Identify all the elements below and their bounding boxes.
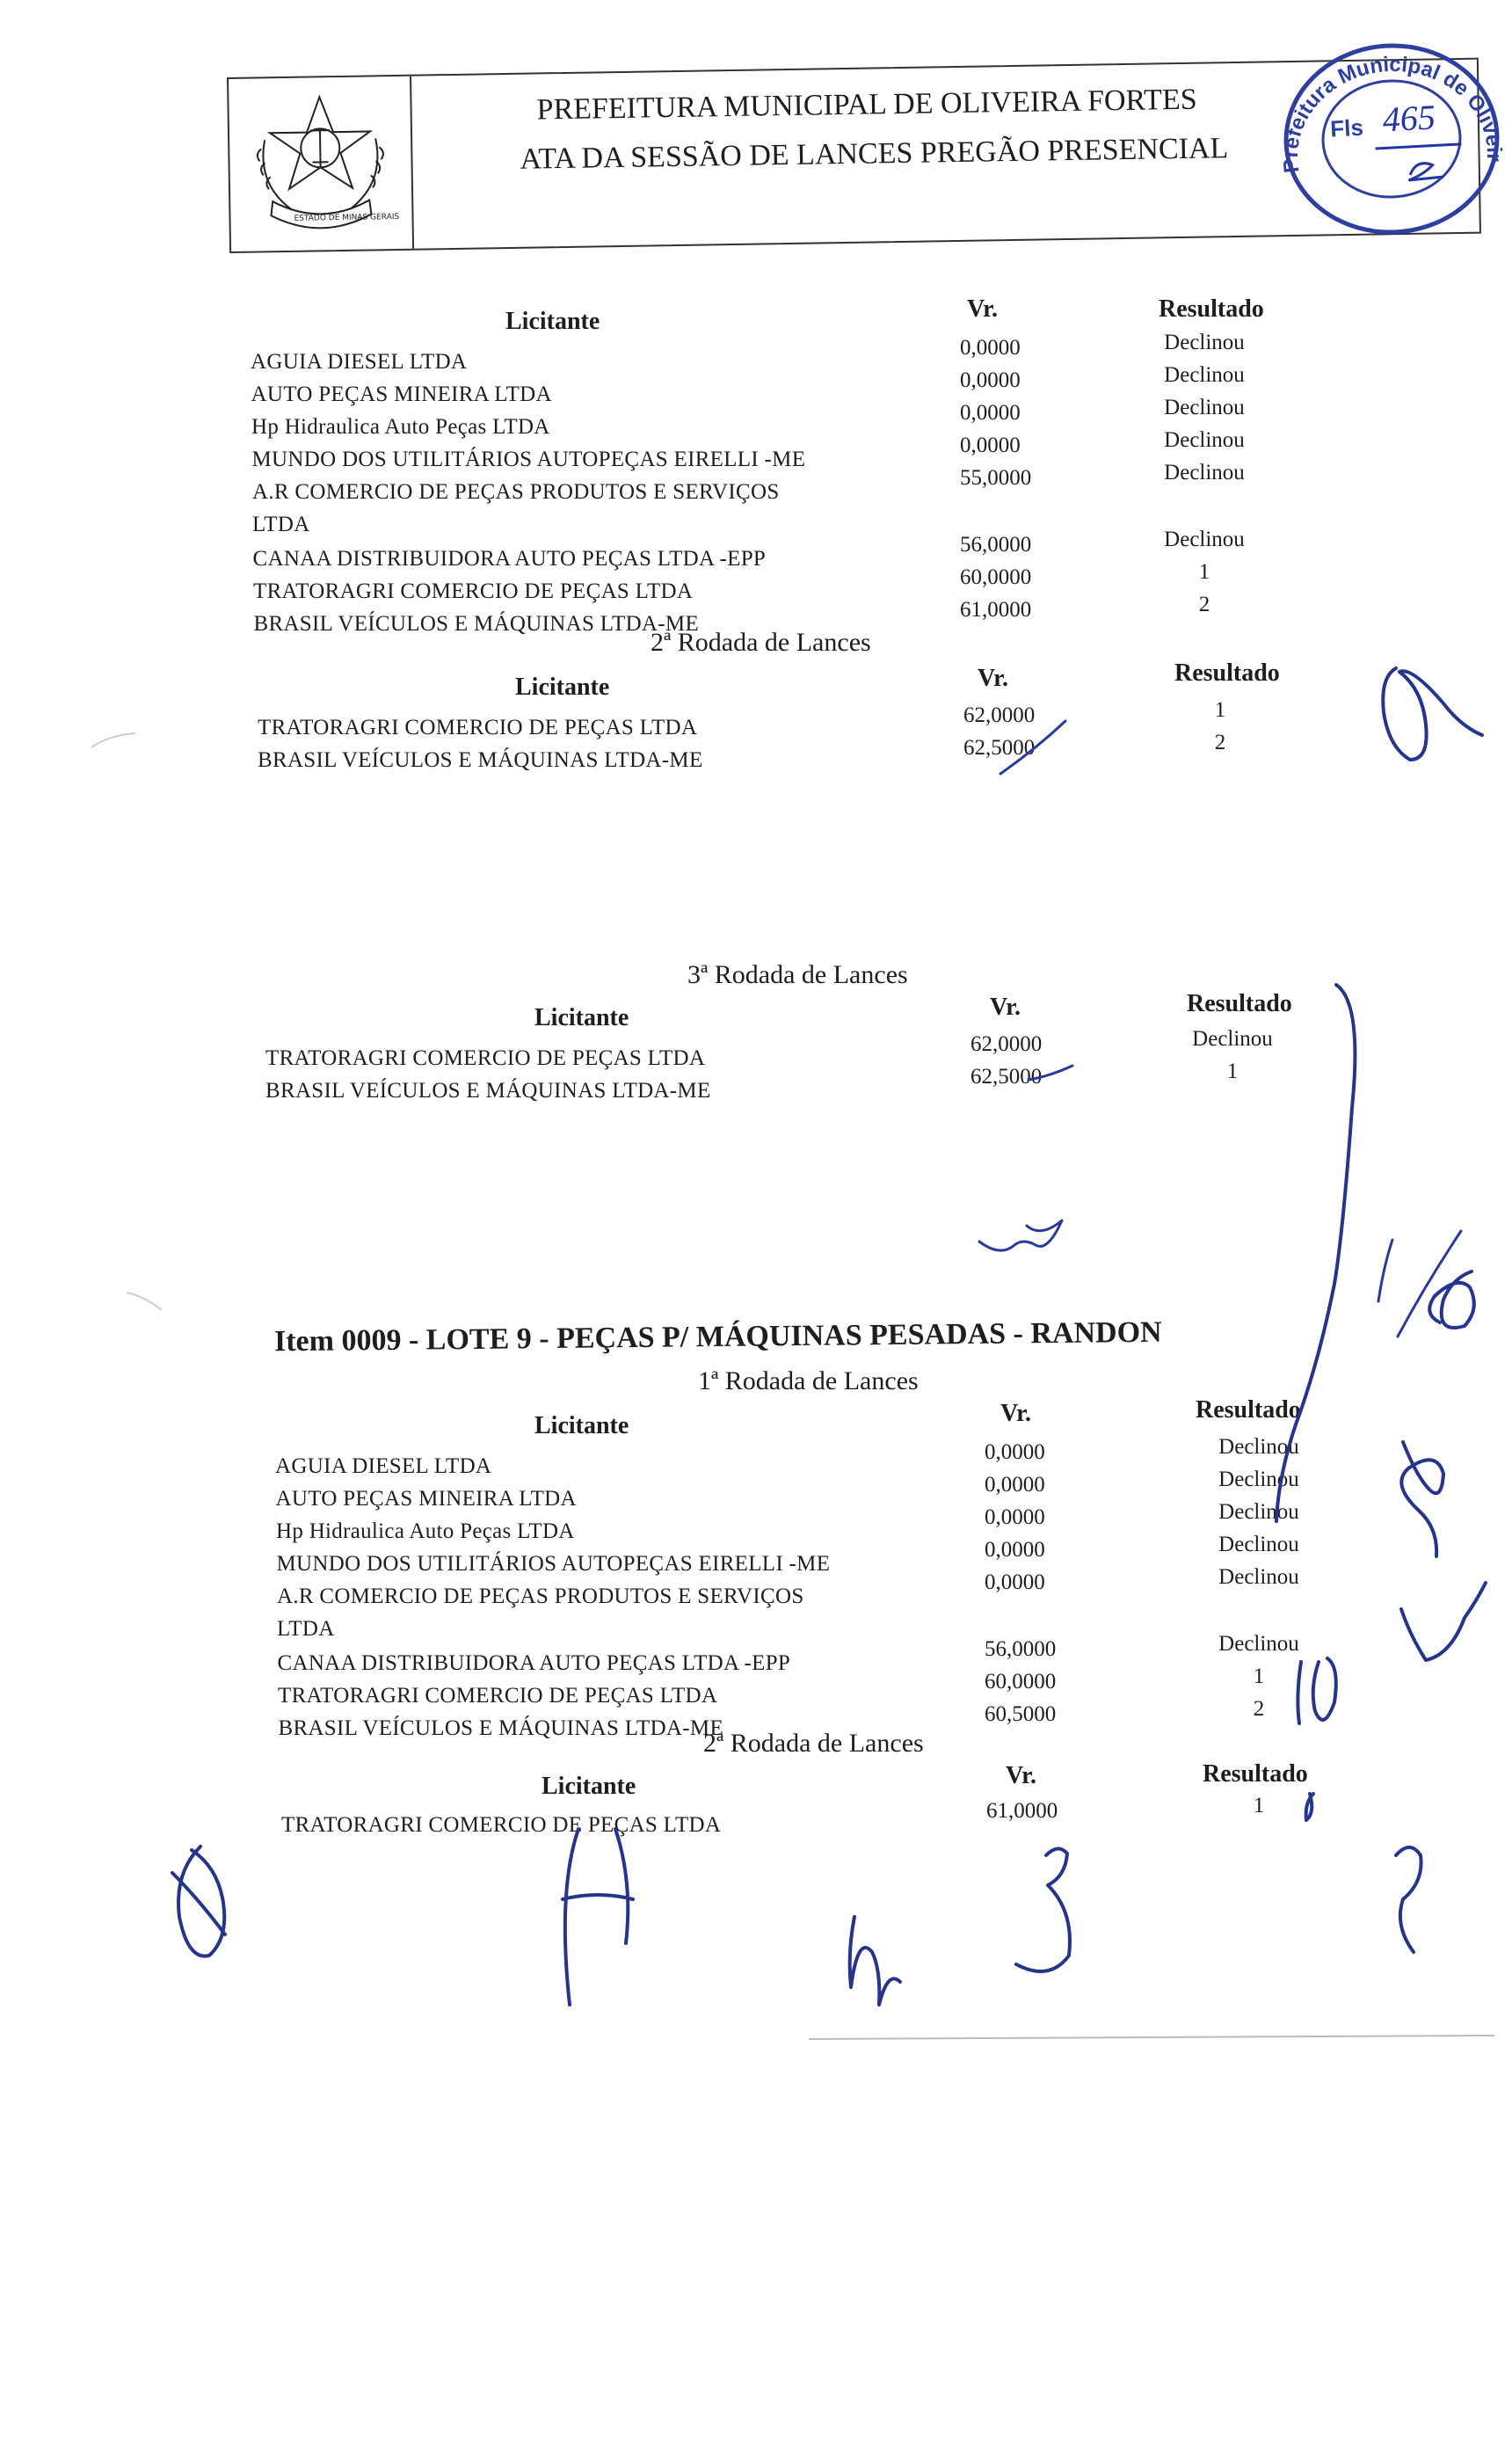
bid-result: 1 (1253, 1794, 1265, 1817)
bid-value: 62,0000 (963, 703, 1036, 727)
bidder-name: AGUIA DIESEL LTDA (251, 350, 468, 374)
initials-signature (1383, 668, 1482, 760)
bid-value: 60,0000 (985, 1670, 1057, 1694)
bid-result: 1 (1253, 1664, 1265, 1688)
initials-signature (1378, 1240, 1392, 1301)
initials-signature (1401, 1442, 1443, 1556)
bid-value: 56,0000 (985, 1637, 1057, 1661)
round2-title: 2ª Rodada de Lances (651, 628, 871, 657)
scan-mark (123, 1284, 176, 1319)
column-header-bidder: Licitante (505, 308, 600, 335)
header-subtitle: ATA DA SESSÃO DE LANCES PREGÃO PRESENCIAL (520, 132, 1229, 176)
bidder-name: AGUIA DIESEL LTDA (275, 1454, 492, 1478)
bidder-name: Hp Hidraulica Auto Peças LTDA (276, 1519, 575, 1543)
bid-result: Declinou (1164, 396, 1245, 419)
bid-result: Declinou (1164, 461, 1245, 484)
column-header-bidder: Licitante (534, 1412, 629, 1439)
bid-result: 1 (1214, 698, 1226, 722)
initials-signature (1298, 1658, 1335, 1723)
bidder-name: TRATORAGRI COMERCIO DE PEÇAS LTDA (253, 579, 694, 603)
bid-value: 62,5000 (963, 736, 1036, 760)
bid-value: 0,0000 (960, 368, 1021, 392)
stamp-label: Fls (1329, 113, 1364, 142)
initials-signature (1429, 1271, 1474, 1328)
bid-result: Declinou (1218, 1632, 1299, 1656)
column-header-result: Resultado (1174, 659, 1280, 687)
bid-result: Declinou (1164, 528, 1245, 551)
bidder-name: BRASIL VEÍCULOS E MÁQUINAS LTDA-ME (278, 1716, 724, 1740)
item9-title: Item 0009 - LOTE 9 - PEÇAS P/ MÁQUINAS PESADAS - RANDON (273, 1315, 1162, 1358)
bid-value: 0,0000 (985, 1538, 1045, 1562)
bidder-name: TRATORAGRI COMERCIO DE PEÇAS LTDA (265, 1046, 706, 1070)
bid-result: 1 (1226, 1060, 1239, 1083)
bid-value: 61,0000 (986, 1799, 1058, 1823)
bid-result: Declinou (1218, 1533, 1299, 1556)
bidder-name: TRATORAGRI COMERCIO DE PEÇAS LTDA (278, 1684, 718, 1708)
bidder-name: TRATORAGRI COMERCIO DE PEÇAS LTDA (258, 716, 698, 739)
bidder-name: CANAA DISTRIBUIDORA AUTO PEÇAS LTDA -EPP (277, 1651, 791, 1675)
initials-signature (563, 1829, 633, 2005)
bid-value: 0,0000 (985, 1570, 1045, 1594)
check-mark (1029, 1066, 1072, 1080)
bid-result: Declinou (1218, 1468, 1299, 1491)
bid-value: 0,0000 (985, 1505, 1045, 1529)
bidder-name: BRASIL VEÍCULOS E MÁQUINAS LTDA-ME (258, 748, 703, 772)
column-header-bidder: Licitante (515, 674, 610, 701)
long-signature (1276, 985, 1355, 1521)
column-header-result: Resultado (1159, 295, 1264, 323)
column-header-value: Vr. (967, 295, 998, 323)
scan-mark (88, 721, 141, 756)
bid-value: 60,0000 (960, 565, 1032, 589)
bid-result: 2 (1198, 593, 1210, 616)
column-header-bidder: Licitante (542, 1773, 636, 1800)
bidder-name: TRATORAGRI COMERCIO DE PEÇAS LTDA (281, 1813, 722, 1837)
bid-value: 0,0000 (960, 336, 1021, 360)
header-title: PREFEITURA MUNICIPAL DE OLIVEIRA FORTES (536, 83, 1197, 127)
bidder-name-continued: LTDA (252, 513, 310, 536)
initials-signature (1016, 1848, 1070, 1971)
initials-signature (1401, 1583, 1486, 1660)
bid-result: Declinou (1164, 331, 1245, 354)
bid-value: 0,0000 (985, 1440, 1045, 1464)
bid-result: Declinou (1218, 1435, 1299, 1459)
bidder-name: A.R COMERCIO DE PEÇAS PRODUTOS E SERVIÇOS (252, 480, 780, 504)
column-header-bidder: Licitante (534, 1004, 629, 1031)
initials-signature (979, 1220, 1062, 1250)
bid-result: Declinou (1218, 1565, 1299, 1589)
bid-value: 62,0000 (970, 1032, 1043, 1056)
bidder-name: AUTO PEÇAS MINEIRA LTDA (275, 1487, 577, 1511)
bid-value: 60,5000 (985, 1702, 1057, 1726)
bid-result: Declinou (1164, 428, 1245, 452)
column-header-value: Vr. (978, 665, 1008, 692)
svg-text:ESTADO DE MINAS GERAIS: ESTADO DE MINAS GERAIS (294, 212, 400, 223)
item9-round1-title: 1ª Rodada de Lances (698, 1366, 919, 1395)
bid-value: 0,0000 (985, 1473, 1045, 1497)
bidder-name: CANAA DISTRIBUIDORA AUTO PEÇAS LTDA -EPP (252, 547, 767, 571)
bidder-name: AUTO PEÇAS MINEIRA LTDA (251, 382, 552, 406)
column-header-result: Resultado (1187, 990, 1292, 1017)
bid-result: 2 (1214, 731, 1226, 754)
bidder-name-continued: LTDA (277, 1617, 335, 1641)
bidder-name: A.R COMERCIO DE PEÇAS PRODUTOS E SERVIÇOS (277, 1584, 804, 1608)
check-mark (1000, 721, 1065, 774)
initials-signature (172, 1846, 225, 1956)
item9-round2-title: 2ª Rodada de Lances (703, 1729, 924, 1758)
bid-value: 0,0000 (960, 401, 1021, 425)
bidder-name: MUNDO DOS UTILITÁRIOS AUTOPEÇAS EIRELLI -ME (276, 1552, 831, 1576)
bid-result: Declinou (1164, 363, 1245, 387)
column-header-value: Vr. (990, 994, 1021, 1021)
bid-value: 56,0000 (960, 533, 1032, 557)
bid-value: 0,0000 (960, 433, 1021, 457)
column-header-value: Vr. (1000, 1400, 1031, 1427)
bidder-name: BRASIL VEÍCULOS E MÁQUINAS LTDA-ME (253, 612, 700, 636)
bidder-name: Hp Hidraulica Auto Peças LTDA (251, 415, 550, 439)
bidder-name: MUNDO DOS UTILITÁRIOS AUTOPEÇAS EIRELLI -ME (251, 448, 806, 471)
column-header-value: Vr. (1006, 1762, 1036, 1789)
bid-value: 61,0000 (960, 598, 1032, 622)
round3-title: 3ª Rodada de Lances (687, 960, 908, 989)
bidder-name: BRASIL VEÍCULOS E MÁQUINAS LTDA-ME (265, 1079, 711, 1103)
bid-result: 2 (1253, 1697, 1265, 1721)
bid-value: 62,5000 (970, 1065, 1043, 1089)
bid-result: 1 (1198, 560, 1210, 584)
initials-signature (1396, 1847, 1421, 1952)
initials-signature (1306, 1794, 1313, 1820)
bid-result: Declinou (1218, 1500, 1299, 1524)
stamp-page-number: 465 (1381, 97, 1436, 140)
bid-value: 55,0000 (960, 466, 1032, 490)
column-header-result: Resultado (1203, 1760, 1308, 1788)
initials-signature (850, 1917, 900, 2005)
stamp-text: Prefeitura Municipal de Oliveira Fortes (1271, 29, 1507, 174)
column-header-result: Resultado (1196, 1396, 1301, 1424)
bid-result: Declinou (1192, 1027, 1273, 1051)
